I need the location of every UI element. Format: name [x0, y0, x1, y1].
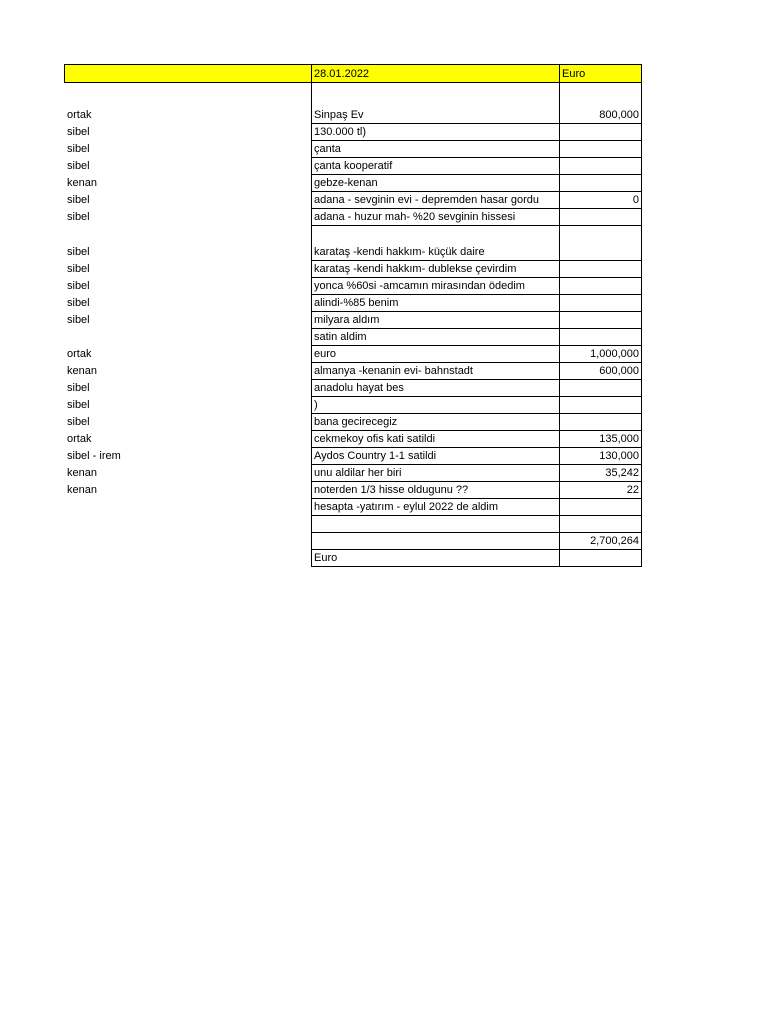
owner-cell: sibel — [67, 416, 90, 428]
value-cell: 0 — [559, 192, 642, 209]
value-cell: 35,242 — [559, 465, 642, 482]
value-cell — [559, 295, 642, 312]
header-row — [64, 64, 642, 83]
table-row — [64, 465, 642, 482]
value-cell — [559, 312, 642, 329]
value-cell — [559, 414, 642, 431]
table-row — [64, 278, 642, 295]
value-cell — [559, 278, 642, 295]
owner-cell: ortak — [67, 109, 92, 121]
table-row — [64, 499, 642, 516]
value-cell — [559, 209, 642, 226]
spreadsheet — [64, 64, 642, 567]
table-row — [64, 431, 642, 448]
table-row — [64, 175, 642, 192]
value-cell: 600,000 — [559, 363, 642, 380]
owner-cell — [64, 516, 311, 533]
table-row — [64, 516, 642, 533]
currency-label-cell: Euro — [311, 550, 559, 567]
description-cell: karataş -kendi hakkım- dublekse çevirdim — [311, 261, 559, 278]
description-cell: çanta — [311, 141, 559, 158]
table-row — [64, 414, 642, 431]
description-cell: adana - huzur mah- %20 sevginin hissesi — [311, 209, 559, 226]
description-cell: hesapta -yatırım - eylul 2022 de aldim — [311, 499, 559, 516]
description-cell: ) — [311, 397, 559, 414]
owner-cell: sibel — [67, 263, 90, 275]
table-row — [64, 107, 642, 124]
owner-cell: sibel — [67, 399, 90, 411]
value-cell — [559, 141, 642, 158]
value-cell — [559, 261, 642, 278]
owner-cell: sibel — [67, 160, 90, 172]
table-row — [64, 261, 642, 278]
table-row — [64, 124, 642, 141]
description-cell: karataş -kendi hakkım- küçük daire — [311, 226, 559, 261]
owner-cell: sibel — [67, 246, 90, 258]
header-currency-cell: Euro — [559, 64, 642, 83]
owner-cell: sibel — [67, 194, 90, 206]
owner-cell — [64, 533, 311, 550]
owner-cell: sibel — [67, 280, 90, 292]
table-row — [64, 482, 642, 499]
owner-cell: sibel — [67, 382, 90, 394]
owner-cell: kenan — [67, 177, 97, 189]
table-row — [64, 141, 642, 158]
owner-cell: kenan — [67, 484, 97, 496]
table-row — [64, 295, 642, 312]
description-cell: anadolu hayat bes — [311, 380, 559, 397]
header-date-cell: 28.01.2022 — [311, 64, 559, 83]
description-cell: satin aldim — [311, 329, 559, 346]
description-cell: alindi-%85 benim — [311, 295, 559, 312]
total-row — [64, 533, 642, 550]
table-row — [64, 312, 642, 329]
value-cell — [559, 158, 642, 175]
description-cell: çanta kooperatif — [311, 158, 559, 175]
value-cell — [559, 516, 642, 533]
value-cell: 130,000 — [559, 448, 642, 465]
owner-cell: ortak — [67, 433, 92, 445]
value-cell: 800,000 — [559, 107, 642, 124]
value-cell: 1,000,000 — [559, 346, 642, 363]
owner-cell — [64, 550, 311, 567]
description-cell: bana gecirecegiz — [311, 414, 559, 431]
description-cell: 130.000 tl) — [311, 124, 559, 141]
value-cell — [559, 397, 642, 414]
owner-cell: sibel - irem — [67, 450, 121, 462]
owner-cell: kenan — [67, 365, 97, 377]
total-value-cell: 2,700,264 — [559, 533, 642, 550]
description-cell: euro — [311, 346, 559, 363]
description-cell — [311, 516, 559, 533]
owner-cell: kenan — [67, 467, 97, 479]
value-cell: 22 — [559, 482, 642, 499]
owner-cell — [64, 499, 311, 516]
owner-cell: ortak — [67, 348, 92, 360]
owner-cell: sibel — [67, 143, 90, 155]
value-cell — [559, 380, 642, 397]
description-cell: milyara aldım — [311, 312, 559, 329]
description-cell: noterden 1/3 hisse oldugunu ?? — [311, 482, 559, 499]
table-row — [64, 226, 642, 261]
description-cell — [311, 533, 559, 550]
table-row — [64, 346, 642, 363]
value-cell — [559, 499, 642, 516]
value-cell — [559, 226, 642, 261]
description-cell: Sinpaş Ev — [311, 107, 559, 124]
table-row — [64, 380, 642, 397]
owner-cell: sibel — [67, 297, 90, 309]
table-row — [64, 363, 642, 380]
description-cell: adana - sevginin evi - depremden hasar gordu — [311, 192, 559, 209]
owner-cell: sibel — [67, 126, 90, 138]
table-row — [64, 448, 642, 465]
description-cell: yonca %60si -amcamın mirasından ödedim — [311, 278, 559, 295]
description-cell: gebze-kenan — [311, 175, 559, 192]
table-row — [64, 192, 642, 209]
owner-cell: sibel — [67, 314, 90, 326]
description-cell: almanya -kenanin evi- bahnstadt — [311, 363, 559, 380]
owner-cell — [64, 329, 311, 346]
value-cell: 135,000 — [559, 431, 642, 448]
table-row — [64, 158, 642, 175]
value-cell — [559, 124, 642, 141]
currency-row — [64, 550, 642, 567]
table-row — [64, 397, 642, 414]
description-cell: Aydos Country 1-1 satildi — [311, 448, 559, 465]
header-name-cell — [64, 64, 311, 83]
table-row — [64, 329, 642, 346]
description-cell: unu aldilar her biri — [311, 465, 559, 482]
value-cell — [559, 550, 642, 567]
value-cell — [559, 175, 642, 192]
table-row — [64, 209, 642, 226]
description-cell: cekmekoy ofis kati satildi — [311, 431, 559, 448]
owner-cell: sibel — [67, 211, 90, 223]
value-cell — [559, 329, 642, 346]
